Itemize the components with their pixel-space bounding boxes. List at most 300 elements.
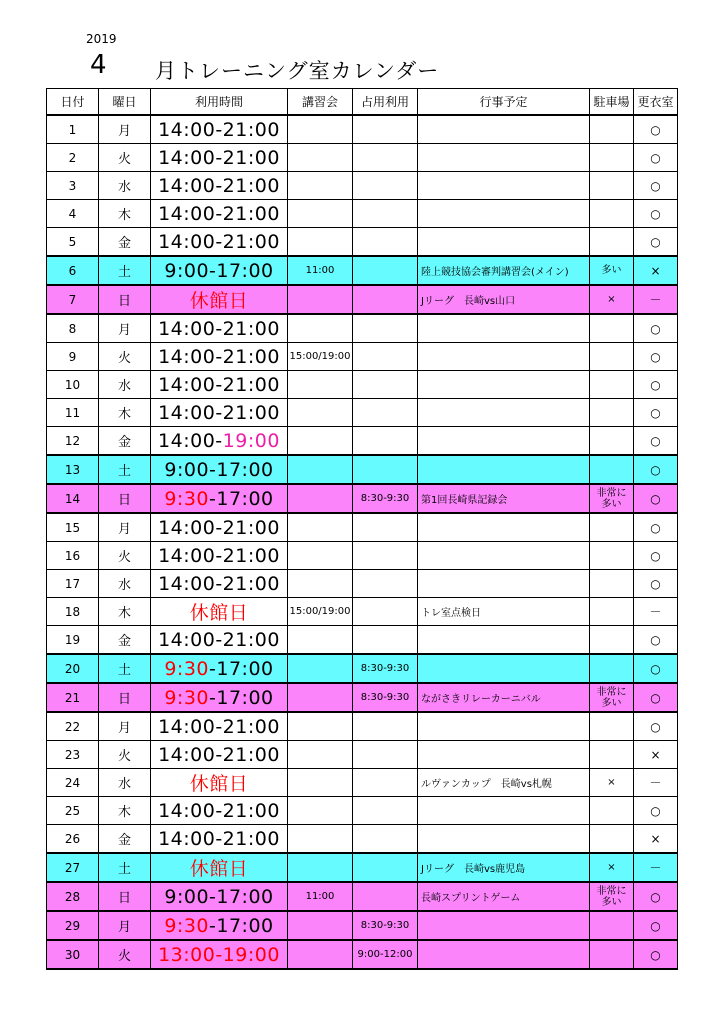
event-cell	[418, 371, 590, 399]
locker-cell: ○	[634, 683, 678, 712]
hours-cell	[151, 542, 288, 570]
col-hours: 利用時間	[151, 89, 288, 116]
exclusive-use-cell: 9:00-12:00	[353, 940, 418, 969]
lecture-cell: 11:00	[288, 882, 353, 911]
exclusive-use-cell	[353, 570, 418, 598]
parking-cell	[590, 598, 634, 626]
locker-cell: ○	[634, 654, 678, 683]
hours-cell	[151, 741, 288, 769]
locker-cell: ○	[634, 200, 678, 228]
table-row	[47, 853, 678, 882]
weekday-cell: 火	[99, 343, 151, 371]
locker-cell: ○	[634, 172, 678, 200]
weekday-cell: 月	[99, 712, 151, 741]
hours-segment: 14:00-21:00	[158, 146, 280, 169]
table-row	[47, 940, 678, 969]
event-cell	[418, 513, 590, 542]
hours-segment: 19:00	[222, 429, 280, 452]
day-number: 8	[47, 314, 99, 343]
event-cell	[418, 427, 590, 456]
weekday-cell: 火	[99, 940, 151, 969]
lecture-cell	[288, 399, 353, 427]
parking-cell	[590, 427, 634, 456]
hours-cell	[151, 882, 288, 911]
hours-segment: 9:30	[164, 914, 210, 937]
hours-segment: -17:00	[209, 914, 274, 937]
event-cell	[418, 712, 590, 741]
weekday-cell: 火	[99, 144, 151, 172]
hours-segment: 14:00-	[158, 429, 223, 452]
hours-cell	[151, 285, 288, 314]
lecture-cell	[288, 228, 353, 257]
hours-segment: -17:00	[209, 657, 274, 680]
locker-cell: ×	[634, 825, 678, 854]
table-row	[47, 626, 678, 655]
hours-segment: 9:30	[164, 487, 210, 510]
day-number: 3	[47, 172, 99, 200]
event-cell	[418, 314, 590, 343]
event-cell: 陸上競技協会審判講習会(メイン)	[418, 256, 590, 285]
hours-cell	[151, 797, 288, 825]
day-number: 14	[47, 484, 99, 513]
lecture-cell	[288, 513, 353, 542]
lecture-cell	[288, 825, 353, 854]
parking-cell	[590, 228, 634, 257]
locker-cell: ○	[634, 455, 678, 484]
col-date: 日付	[47, 89, 99, 116]
hours-segment: 14:00-21:00	[158, 572, 280, 595]
hours-cell	[151, 343, 288, 371]
hours-cell	[151, 513, 288, 542]
hours-segment: 13:00-19:00	[158, 943, 280, 966]
exclusive-use-cell: 8:30-9:30	[353, 911, 418, 940]
locker-cell: ×	[634, 741, 678, 769]
event-cell: Jリーグ 長崎vs山口	[418, 285, 590, 314]
locker-cell: ○	[634, 484, 678, 513]
day-number: 11	[47, 399, 99, 427]
exclusive-use-cell	[353, 542, 418, 570]
lecture-cell	[288, 712, 353, 741]
exclusive-use-cell	[353, 314, 418, 343]
weekday-cell: 日	[99, 484, 151, 513]
locker-cell: ○	[634, 343, 678, 371]
hours-cell	[151, 911, 288, 940]
weekday-cell: 金	[99, 626, 151, 655]
hours-cell	[151, 626, 288, 655]
day-number: 29	[47, 911, 99, 940]
event-cell	[418, 172, 590, 200]
table-row	[47, 256, 678, 285]
parking-cell	[590, 144, 634, 172]
weekday-cell: 火	[99, 741, 151, 769]
exclusive-use-cell	[353, 343, 418, 371]
hours-segment: 14:00-21:00	[158, 202, 280, 225]
parking-cell	[590, 513, 634, 542]
exclusive-use-cell	[353, 769, 418, 797]
weekday-cell: 木	[99, 797, 151, 825]
table-row	[47, 570, 678, 598]
weekday-cell: 金	[99, 228, 151, 257]
event-cell	[418, 626, 590, 655]
locker-cell: ○	[634, 144, 678, 172]
lecture-cell	[288, 314, 353, 343]
hours-cell	[151, 427, 288, 456]
lecture-cell	[288, 455, 353, 484]
lecture-cell	[288, 115, 353, 144]
lecture-cell	[288, 172, 353, 200]
day-number: 19	[47, 626, 99, 655]
table-row	[47, 427, 678, 456]
day-number: 20	[47, 654, 99, 683]
event-cell	[418, 343, 590, 371]
event-cell	[418, 825, 590, 854]
hours-segment: -17:00	[209, 487, 274, 510]
parking-cell	[590, 741, 634, 769]
locker-cell: －	[634, 598, 678, 626]
day-number: 13	[47, 455, 99, 484]
lecture-cell	[288, 797, 353, 825]
day-number: 9	[47, 343, 99, 371]
hours-cell	[151, 200, 288, 228]
parking-cell	[590, 399, 634, 427]
col-lecture: 講習会	[288, 89, 353, 116]
hours-cell	[151, 712, 288, 741]
table-row	[47, 371, 678, 399]
exclusive-use-cell	[353, 598, 418, 626]
table-row	[47, 683, 678, 712]
table-row	[47, 882, 678, 911]
lecture-cell	[288, 371, 353, 399]
table-row	[47, 484, 678, 513]
event-cell	[418, 144, 590, 172]
day-number: 17	[47, 570, 99, 598]
exclusive-use-cell	[353, 144, 418, 172]
hours-segment: 14:00-21:00	[158, 544, 280, 567]
parking-cell	[590, 712, 634, 741]
weekday-cell: 木	[99, 200, 151, 228]
exclusive-use-cell: 8:30-9:30	[353, 484, 418, 513]
parking-cell: 多い	[590, 256, 634, 285]
table-header	[47, 89, 678, 116]
parking-cell	[590, 797, 634, 825]
exclusive-use-cell	[353, 371, 418, 399]
hours-cell	[151, 570, 288, 598]
table-row	[47, 712, 678, 741]
parking-cell	[590, 542, 634, 570]
exclusive-use-cell	[353, 513, 418, 542]
col-event: 行事予定	[418, 89, 590, 116]
event-cell	[418, 940, 590, 969]
lecture-cell	[288, 940, 353, 969]
hours-cell	[151, 769, 288, 797]
exclusive-use-cell	[353, 172, 418, 200]
hours-segment: 14:00-21:00	[158, 799, 280, 822]
weekday-cell: 水	[99, 769, 151, 797]
lecture-cell	[288, 570, 353, 598]
hours-cell	[151, 940, 288, 969]
hours-cell	[151, 484, 288, 513]
lecture-cell	[288, 542, 353, 570]
weekday-cell: 土	[99, 853, 151, 882]
locker-cell: ○	[634, 427, 678, 456]
table-row	[47, 314, 678, 343]
exclusive-use-cell: 8:30-9:30	[353, 683, 418, 712]
weekday-cell: 金	[99, 427, 151, 456]
exclusive-use-cell	[353, 427, 418, 456]
exclusive-use-cell	[353, 712, 418, 741]
lecture-cell	[288, 484, 353, 513]
hours-segment: 9:00-17:00	[164, 259, 274, 282]
hours-segment: 9:30	[164, 657, 210, 680]
event-cell: 長崎スプリントゲーム	[418, 882, 590, 911]
weekday-cell: 月	[99, 911, 151, 940]
day-number: 18	[47, 598, 99, 626]
hours-segment: 14:00-21:00	[158, 230, 280, 253]
locker-cell: ○	[634, 513, 678, 542]
hours-segment: 14:00-21:00	[158, 118, 280, 141]
weekday-cell: 日	[99, 882, 151, 911]
event-cell	[418, 797, 590, 825]
exclusive-use-cell: 8:30-9:30	[353, 654, 418, 683]
day-number: 10	[47, 371, 99, 399]
lecture-cell	[288, 683, 353, 712]
locker-cell: －	[634, 285, 678, 314]
weekday-cell: 日	[99, 285, 151, 314]
locker-cell: ○	[634, 542, 678, 570]
parking-cell	[590, 172, 634, 200]
weekday-cell: 火	[99, 542, 151, 570]
parking-cell	[590, 314, 634, 343]
parking-cell: 非常に 多い	[590, 882, 634, 911]
parking-cell	[590, 200, 634, 228]
hours-segment: 9:00-17:00	[164, 458, 274, 481]
table-row	[47, 228, 678, 257]
table-row	[47, 741, 678, 769]
parking-cell: 非常に 多い	[590, 484, 634, 513]
parking-cell: ×	[590, 285, 634, 314]
lecture-cell	[288, 285, 353, 314]
col-exclusive: 占用利用	[353, 89, 418, 116]
hours-cell	[151, 256, 288, 285]
hours-segment: 14:00-21:00	[158, 317, 280, 340]
hours-cell	[151, 853, 288, 882]
table-row	[47, 115, 678, 144]
event-cell	[418, 911, 590, 940]
locker-cell: ○	[634, 712, 678, 741]
event-cell	[418, 228, 590, 257]
hours-cell	[151, 399, 288, 427]
hours-segment: 休館日	[189, 290, 249, 312]
locker-cell: ○	[634, 371, 678, 399]
exclusive-use-cell	[353, 797, 418, 825]
exclusive-use-cell	[353, 285, 418, 314]
event-cell	[418, 115, 590, 144]
exclusive-use-cell	[353, 228, 418, 257]
day-number: 16	[47, 542, 99, 570]
exclusive-use-cell	[353, 741, 418, 769]
locker-cell: ○	[634, 314, 678, 343]
locker-cell: －	[634, 853, 678, 882]
day-number: 22	[47, 712, 99, 741]
hours-segment: 9:00-17:00	[164, 885, 274, 908]
lecture-cell	[288, 200, 353, 228]
table-row	[47, 542, 678, 570]
month-number: 4	[90, 50, 107, 80]
weekday-cell: 木	[99, 598, 151, 626]
weekday-cell: 金	[99, 825, 151, 854]
locker-cell: ○	[634, 115, 678, 144]
hours-segment: 14:00-21:00	[158, 827, 280, 850]
parking-cell	[590, 570, 634, 598]
locker-cell: ○	[634, 882, 678, 911]
table-row	[47, 769, 678, 797]
parking-cell: 非常に 多い	[590, 683, 634, 712]
parking-cell	[590, 455, 634, 484]
weekday-cell: 日	[99, 683, 151, 712]
hours-cell	[151, 825, 288, 854]
day-number: 26	[47, 825, 99, 854]
hours-cell	[151, 115, 288, 144]
event-cell	[418, 542, 590, 570]
locker-cell: ○	[634, 797, 678, 825]
table-row	[47, 513, 678, 542]
table-row	[47, 144, 678, 172]
weekday-cell: 水	[99, 371, 151, 399]
exclusive-use-cell	[353, 256, 418, 285]
hours-cell	[151, 144, 288, 172]
parking-cell	[590, 654, 634, 683]
lecture-cell	[288, 741, 353, 769]
weekday-cell: 水	[99, 172, 151, 200]
lecture-cell	[288, 654, 353, 683]
parking-cell	[590, 343, 634, 371]
day-number: 28	[47, 882, 99, 911]
table-row	[47, 343, 678, 371]
parking-cell: ×	[590, 769, 634, 797]
hours-segment: 14:00-21:00	[158, 174, 280, 197]
lecture-cell: 11:00	[288, 256, 353, 285]
day-number: 25	[47, 797, 99, 825]
weekday-cell: 月	[99, 115, 151, 144]
hours-cell	[151, 455, 288, 484]
hours-segment: 14:00-21:00	[158, 743, 280, 766]
hours-segment: 14:00-21:00	[158, 401, 280, 424]
day-number: 6	[47, 256, 99, 285]
hours-segment: 14:00-21:00	[158, 516, 280, 539]
event-cell: Jリーグ 長崎vs鹿児島	[418, 853, 590, 882]
calendar-table	[46, 88, 678, 970]
event-cell: ルヴァンカップ 長崎vs札幌	[418, 769, 590, 797]
lecture-cell	[288, 626, 353, 655]
lecture-cell	[288, 769, 353, 797]
table-body	[47, 115, 678, 969]
lecture-cell	[288, 853, 353, 882]
hours-segment: 14:00-21:00	[158, 345, 280, 368]
table-row	[47, 598, 678, 626]
hours-segment: 14:00-21:00	[158, 628, 280, 651]
day-number: 12	[47, 427, 99, 456]
day-number: 5	[47, 228, 99, 257]
weekday-cell: 土	[99, 256, 151, 285]
locker-cell: ○	[634, 626, 678, 655]
day-number: 4	[47, 200, 99, 228]
day-number: 15	[47, 513, 99, 542]
event-cell: トレ室点検日	[418, 598, 590, 626]
table-row	[47, 399, 678, 427]
hours-segment: 休館日	[189, 858, 249, 880]
event-cell	[418, 200, 590, 228]
hours-segment: 14:00-21:00	[158, 715, 280, 738]
exclusive-use-cell	[353, 626, 418, 655]
weekday-cell: 月	[99, 314, 151, 343]
weekday-cell: 土	[99, 654, 151, 683]
day-number: 27	[47, 853, 99, 882]
event-cell	[418, 399, 590, 427]
exclusive-use-cell	[353, 399, 418, 427]
locker-cell: ×	[634, 256, 678, 285]
hours-segment: -17:00	[209, 686, 274, 709]
table-row	[47, 455, 678, 484]
exclusive-use-cell	[353, 853, 418, 882]
day-number: 30	[47, 940, 99, 969]
weekday-cell: 土	[99, 455, 151, 484]
day-number: 23	[47, 741, 99, 769]
locker-cell: ○	[634, 570, 678, 598]
hours-cell	[151, 683, 288, 712]
event-cell	[418, 654, 590, 683]
event-cell	[418, 741, 590, 769]
parking-cell	[590, 371, 634, 399]
table-row	[47, 285, 678, 314]
col-locker: 更衣室	[634, 89, 678, 116]
event-cell	[418, 455, 590, 484]
table-row	[47, 654, 678, 683]
lecture-cell	[288, 144, 353, 172]
hours-segment: 休館日	[189, 602, 249, 624]
event-cell: 第1回長崎県記録会	[418, 484, 590, 513]
locker-cell: ○	[634, 399, 678, 427]
locker-cell: ○	[634, 911, 678, 940]
lecture-cell: 15:00/19:00	[288, 598, 353, 626]
day-number: 24	[47, 769, 99, 797]
exclusive-use-cell	[353, 115, 418, 144]
hours-segment: 休館日	[189, 773, 249, 795]
lecture-cell	[288, 911, 353, 940]
lecture-cell	[288, 427, 353, 456]
weekday-cell: 水	[99, 570, 151, 598]
day-number: 1	[47, 115, 99, 144]
day-number: 2	[47, 144, 99, 172]
hours-cell	[151, 172, 288, 200]
lecture-cell: 15:00/19:00	[288, 343, 353, 371]
parking-cell	[590, 911, 634, 940]
parking-cell	[590, 940, 634, 969]
hours-cell	[151, 654, 288, 683]
event-cell	[418, 570, 590, 598]
exclusive-use-cell	[353, 882, 418, 911]
day-number: 21	[47, 683, 99, 712]
year-label: 2019	[86, 32, 117, 46]
table-row	[47, 172, 678, 200]
table-row	[47, 911, 678, 940]
parking-cell: ×	[590, 853, 634, 882]
locker-cell: ○	[634, 940, 678, 969]
exclusive-use-cell	[353, 825, 418, 854]
weekday-cell: 月	[99, 513, 151, 542]
hours-segment: 14:00-21:00	[158, 373, 280, 396]
col-parking: 駐車場	[590, 89, 634, 116]
hours-cell	[151, 371, 288, 399]
